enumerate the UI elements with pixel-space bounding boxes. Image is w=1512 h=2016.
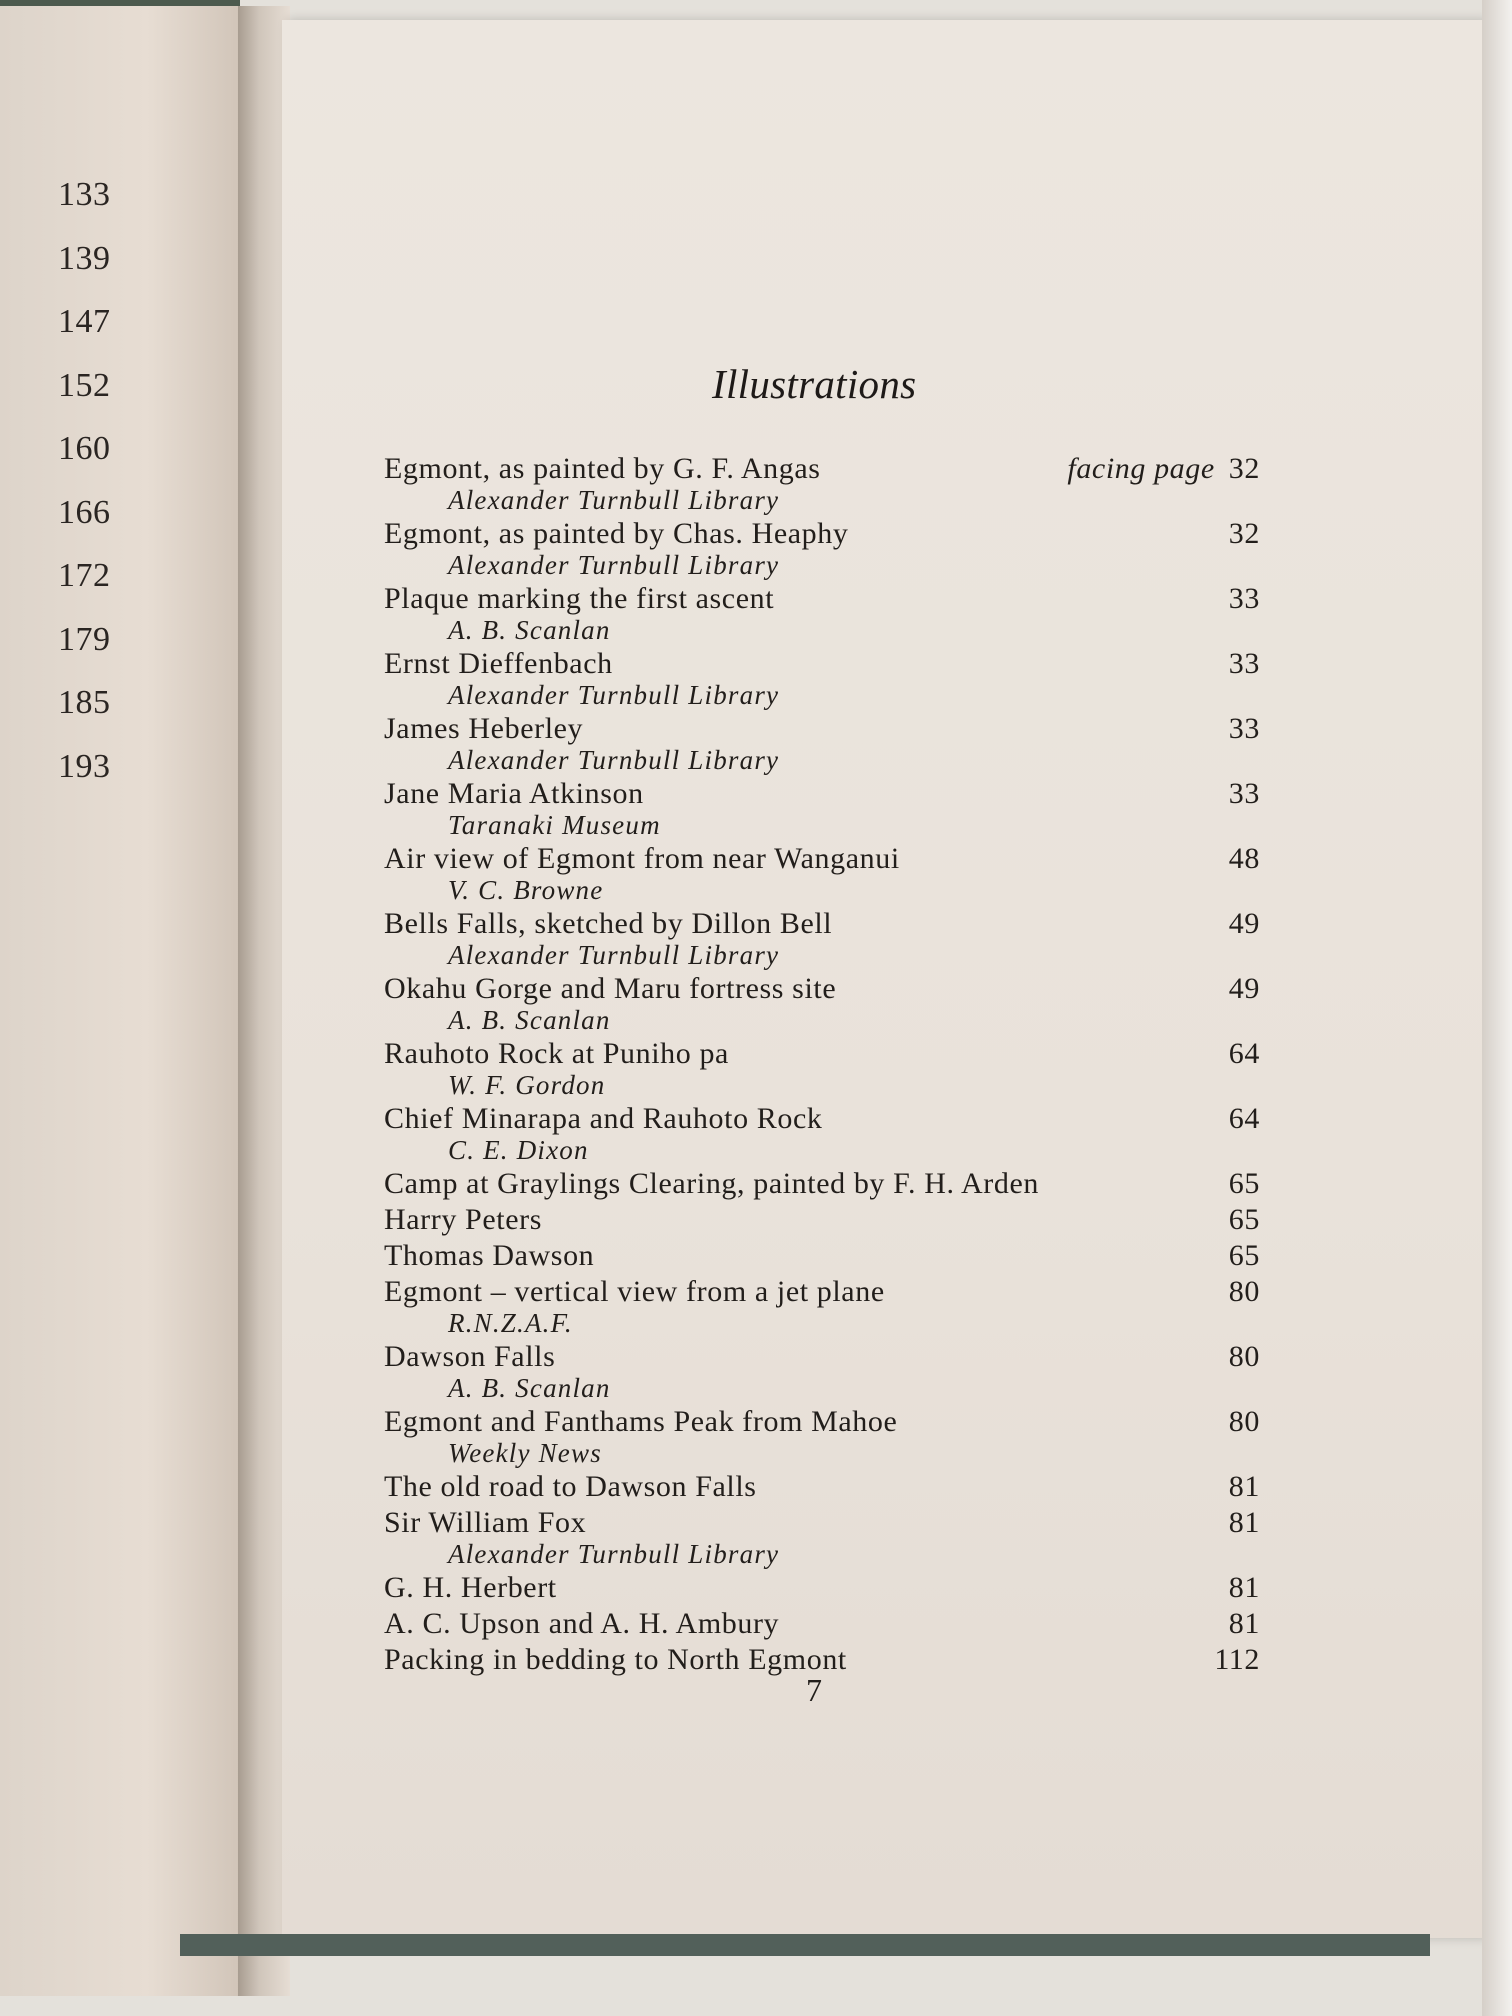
illustration-page-value: 80	[1228, 1275, 1260, 1308]
illustration-entry	[384, 1571, 1260, 1607]
illustration-page-number	[1229, 1405, 1260, 1438]
left-page-number: 133	[58, 176, 111, 213]
illustration-page-number	[1229, 1607, 1260, 1640]
illustration-page-value: 49	[1228, 972, 1260, 1005]
illustration-entry	[384, 1037, 1260, 1102]
illustration-page-number	[1229, 1203, 1260, 1236]
illustration-entry-line	[384, 1470, 1260, 1503]
left-page-number: 160	[58, 430, 111, 467]
illustration-credit: C. E. Dixon	[448, 1135, 589, 1165]
illustration-entry-line	[384, 907, 1260, 940]
illustration-page-value: 32	[1228, 452, 1260, 485]
illustration-title: Camp at Graylings Clearing, painted by F. H. Arden	[384, 1167, 1039, 1200]
illustration-entry	[384, 1506, 1260, 1571]
left-page-number: 147	[58, 303, 111, 340]
page-title: Illustrations	[712, 361, 917, 407]
illustration-entry-line	[384, 1571, 1260, 1604]
book-cover-bottom-edge	[180, 1934, 1430, 1956]
illustration-page-value: 33	[1228, 647, 1260, 680]
illustration-entry	[384, 842, 1260, 907]
left-page	[0, 6, 268, 1996]
illustration-entry-line	[384, 1037, 1260, 1070]
illustration-page-value: 81	[1228, 1607, 1260, 1640]
illustration-entry-line	[384, 647, 1260, 680]
illustration-title: Dawson Falls	[384, 1340, 556, 1373]
page-edge	[1482, 0, 1512, 2016]
illustration-title: Egmont and Fanthams Peak from Mahoe	[384, 1405, 898, 1438]
illustration-page-number	[1067, 452, 1260, 485]
illustration-page-value: 81	[1228, 1506, 1260, 1539]
illustration-credit: A. B. Scanlan	[448, 1005, 611, 1035]
illustration-entry	[384, 1643, 1260, 1679]
illustration-title: Bells Falls, sketched by Dillon Bell	[384, 907, 833, 940]
left-page-number: 193	[58, 747, 111, 785]
illustrations-list	[384, 452, 1260, 1679]
illustration-title: Plaque marking the first ascent	[384, 582, 775, 615]
illustration-credit: Alexander Turnbull Library	[448, 680, 780, 710]
illustration-credit: Alexander Turnbull Library	[448, 1539, 780, 1569]
illustration-entry-line	[384, 1167, 1260, 1200]
illustration-page-value: 64	[1228, 1037, 1260, 1070]
illustration-title: Rauhoto Rock at Puniho pa	[384, 1037, 729, 1070]
illustration-credit: Taranaki Museum	[448, 810, 661, 840]
illustration-entry	[384, 1239, 1260, 1275]
illustration-page-value: 81	[1228, 1470, 1260, 1503]
illustration-page-value: 33	[1228, 582, 1260, 615]
illustration-page-value: 112	[1214, 1643, 1260, 1676]
illustration-page-value: 65	[1228, 1167, 1260, 1200]
illustration-page-number	[1229, 842, 1260, 875]
illustration-page-value: 80	[1228, 1405, 1260, 1438]
illustration-title: Air view of Egmont from near Wanganui	[384, 842, 900, 875]
illustration-page-number	[1229, 1506, 1260, 1539]
illustration-entry	[384, 647, 1260, 712]
illustration-entry	[384, 452, 1260, 517]
left-page-numbers	[58, 176, 158, 811]
illustration-entry-line	[384, 1506, 1260, 1539]
illustration-page-value: 33	[1228, 777, 1260, 810]
left-page-number: 185	[58, 684, 111, 721]
illustration-entry-line	[384, 842, 1260, 875]
illustration-entry	[384, 582, 1260, 647]
illustration-page-number	[1229, 907, 1260, 940]
illustration-title: Egmont, as painted by G. F. Angas	[384, 452, 821, 485]
illustration-page-number	[1229, 517, 1260, 550]
illustration-page-value: 65	[1228, 1239, 1260, 1272]
illustration-title: Sir William Fox	[384, 1506, 587, 1539]
illustration-title: Jane Maria Atkinson	[384, 777, 644, 810]
illustration-entry-line	[384, 1643, 1260, 1676]
illustration-page-value: 32	[1228, 517, 1260, 550]
illustration-entry	[384, 1203, 1260, 1239]
illustration-page-number	[1229, 1167, 1260, 1200]
illustration-title: Harry Peters	[384, 1203, 542, 1236]
illustration-page-number	[1229, 1275, 1260, 1308]
illustration-title: Egmont, as painted by Chas. Heaphy	[384, 517, 849, 550]
illustration-page-value: 64	[1228, 1102, 1260, 1135]
illustration-title: Ernst Dieffenbach	[384, 647, 613, 680]
illustration-credit: A. B. Scanlan	[448, 615, 611, 645]
illustration-entry-line	[384, 1203, 1260, 1236]
illustration-title: Thomas Dawson	[384, 1239, 595, 1272]
illustration-page-number	[1229, 777, 1260, 810]
illustration-page-number	[1229, 1102, 1260, 1135]
illustration-entry-line	[384, 452, 1260, 485]
illustration-title: Okahu Gorge and Maru fortress site	[384, 972, 837, 1005]
illustration-entry-line	[384, 1102, 1260, 1135]
illustration-page-number	[1229, 1239, 1260, 1272]
illustration-title: James Heberley	[384, 712, 584, 745]
illustration-entry	[384, 1167, 1260, 1203]
left-page-number: 172	[58, 557, 111, 594]
illustration-credit: A. B. Scanlan	[448, 1373, 611, 1403]
illustration-page-value: 81	[1228, 1571, 1260, 1604]
illustration-entry	[384, 972, 1260, 1037]
illustration-credit: Alexander Turnbull Library	[448, 745, 780, 775]
illustration-title: Packing in bedding to North Egmont	[384, 1643, 847, 1676]
illustration-entry-line	[384, 972, 1260, 1005]
illustration-entry	[384, 1607, 1260, 1643]
facing-page-label: facing page	[1067, 452, 1215, 485]
illustration-entry-line	[384, 1275, 1260, 1308]
illustration-entry	[384, 1470, 1260, 1506]
illustration-entry-line	[384, 1239, 1260, 1272]
illustration-page-value: 48	[1228, 842, 1260, 875]
illustration-page-value: 33	[1228, 712, 1260, 745]
illustration-title: The old road to Dawson Falls	[384, 1470, 757, 1503]
illustration-page-number	[1229, 972, 1260, 1005]
illustration-entry-line	[384, 517, 1260, 550]
illustration-credit: W. F. Gordon	[448, 1070, 606, 1100]
illustration-title: Chief Minarapa and Rauhoto Rock	[384, 1102, 823, 1135]
illustration-entry	[384, 712, 1260, 777]
illustration-entry	[384, 907, 1260, 972]
illustration-entry-line	[384, 777, 1260, 810]
illustration-entry-line	[384, 1607, 1260, 1640]
illustration-page-number	[1229, 712, 1260, 745]
illustration-entry	[384, 777, 1260, 842]
illustration-page-number	[1214, 1643, 1260, 1676]
illustration-page-number	[1229, 1470, 1260, 1503]
illustration-entry	[384, 1405, 1260, 1470]
illustration-title: A. C. Upson and A. H. Ambury	[384, 1607, 780, 1640]
illustration-credit: Weekly News	[448, 1438, 602, 1468]
illustration-title: G. H. Herbert	[384, 1571, 557, 1604]
illustration-entry-line	[384, 712, 1260, 745]
illustration-page-value: 80	[1228, 1340, 1260, 1373]
illustration-title: Egmont – vertical view from a jet plane	[384, 1275, 885, 1308]
illustration-page-number	[1229, 647, 1260, 680]
illustration-credit: Alexander Turnbull Library	[448, 485, 780, 515]
illustration-credit: R.N.Z.A.F.	[448, 1308, 573, 1338]
left-page-number: 152	[58, 366, 111, 404]
illustration-credit: V. C. Browne	[448, 875, 604, 905]
illustration-entry-line	[384, 582, 1260, 615]
illustration-entry-line	[384, 1405, 1260, 1438]
illustration-entry	[384, 1275, 1260, 1340]
illustration-credit: Alexander Turnbull Library	[448, 550, 780, 580]
illustration-credit: Alexander Turnbull Library	[448, 940, 780, 970]
left-page-number: 166	[58, 493, 111, 531]
illustration-entry-line	[384, 1340, 1260, 1373]
illustration-page-number	[1229, 1571, 1260, 1604]
page-folio: 7	[806, 1672, 822, 1708]
illustration-entry	[384, 1102, 1260, 1167]
illustration-page-number	[1229, 1037, 1260, 1070]
left-page-number: 179	[58, 620, 111, 658]
illustration-page-value: 49	[1228, 907, 1260, 940]
illustration-page-number	[1229, 582, 1260, 615]
illustration-entry	[384, 1340, 1260, 1405]
illustration-entry	[384, 517, 1260, 582]
left-page-number: 139	[58, 239, 111, 277]
illustration-page-value: 65	[1228, 1203, 1260, 1236]
illustration-page-number	[1229, 1340, 1260, 1373]
